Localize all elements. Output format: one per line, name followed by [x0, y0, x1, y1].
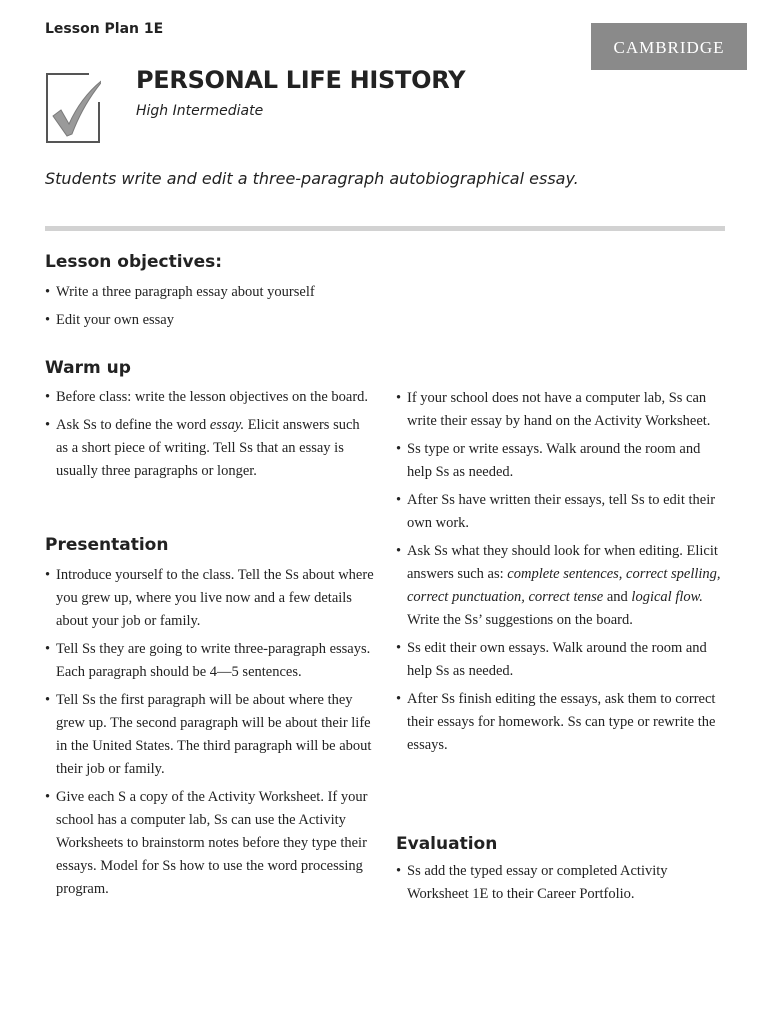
lesson-plan-label: Lesson Plan 1E [45, 21, 164, 37]
cambridge-logo [591, 23, 747, 70]
checkmark-icon [45, 72, 101, 144]
lesson-summary: Students write and edit a three-paragraph autobiographical essay. [45, 169, 579, 188]
warmup-heading: Warm up [45, 358, 131, 378]
list-item: • Before class: write the lesson objectives on the board. [45, 386, 375, 409]
page-title: PERSONAL LIFE HISTORY [136, 66, 466, 94]
objectives-heading: Lesson objectives: [45, 252, 223, 272]
list-item: • Tell Ss the first paragraph will be about where they grew up. The second paragraph will be about their life in the United States. The third paragraph will be about their job or family. [45, 689, 375, 781]
level-subtitle: High Intermediate [136, 103, 264, 119]
warmup-list [45, 386, 375, 488]
objectives-list [45, 281, 705, 337]
list-item: • Tell Ss they are going to write three-paragraph essays. Each paragraph should be 4—5 sentences. [45, 638, 375, 684]
presentation-continued-list [396, 387, 726, 762]
list-item: • Ss edit their own essays. Walk around the room and help Ss as needed. [396, 637, 726, 683]
item-text: Elicit answers such as a short piece of writing. Tell Ss that an essay is usually three paragraphs or longer. [56, 417, 360, 479]
presentation-list [45, 564, 375, 906]
list-item: • Edit your own essay [45, 309, 705, 332]
evaluation-heading: Evaluation [396, 834, 498, 854]
list-item: • Write a three paragraph essay about yourself [45, 281, 705, 304]
item-emphasis: complete sentences, correct spelling, correct punctuation, correct tense [407, 566, 721, 605]
list-item: • Ss type or write essays. Walk around the room and help Ss as needed. [396, 438, 726, 484]
item-text: Write the Ss’ suggestions on the board. [407, 612, 633, 628]
item-text: Ask Ss to define the word [56, 417, 210, 433]
list-item [396, 540, 726, 632]
list-item: • After Ss finish editing the essays, ask them to correct their essays for homework. Ss can type or rewrite the essays. [396, 688, 726, 757]
list-item [45, 414, 375, 483]
item-emphasis: logical flow. [631, 589, 703, 605]
list-item: • After Ss have written their essays, tell Ss to edit their own work. [396, 489, 726, 535]
item-text: and [603, 589, 632, 605]
list-item: • Introduce yourself to the class. Tell the Ss about where you grew up, where you live now and a few details about your job or family. [45, 564, 375, 633]
cambridge-logo-wordmark [599, 35, 739, 59]
divider [45, 226, 725, 231]
logo-text: CAMBRIDGE [613, 37, 725, 57]
item-text: Ask Ss what they should look for when editing. Elicit answers such as: [407, 543, 718, 582]
list-item: • Give each S a copy of the Activity Worksheet. If your school has a computer lab, Ss can use the Activity Worksheets to brainstorm notes before they type their essays. Model for Ss how to use the word processing program. [45, 786, 375, 901]
evaluation-list [396, 860, 726, 911]
presentation-heading: Presentation [45, 535, 169, 555]
list-item: • If your school does not have a computer lab, Ss can write their essay by hand on the Activity Worksheet. [396, 387, 726, 433]
item-emphasis: essay. [209, 417, 245, 433]
list-item: • Ss add the typed essay or completed Activity Worksheet 1E to their Career Portfolio. [396, 860, 726, 906]
